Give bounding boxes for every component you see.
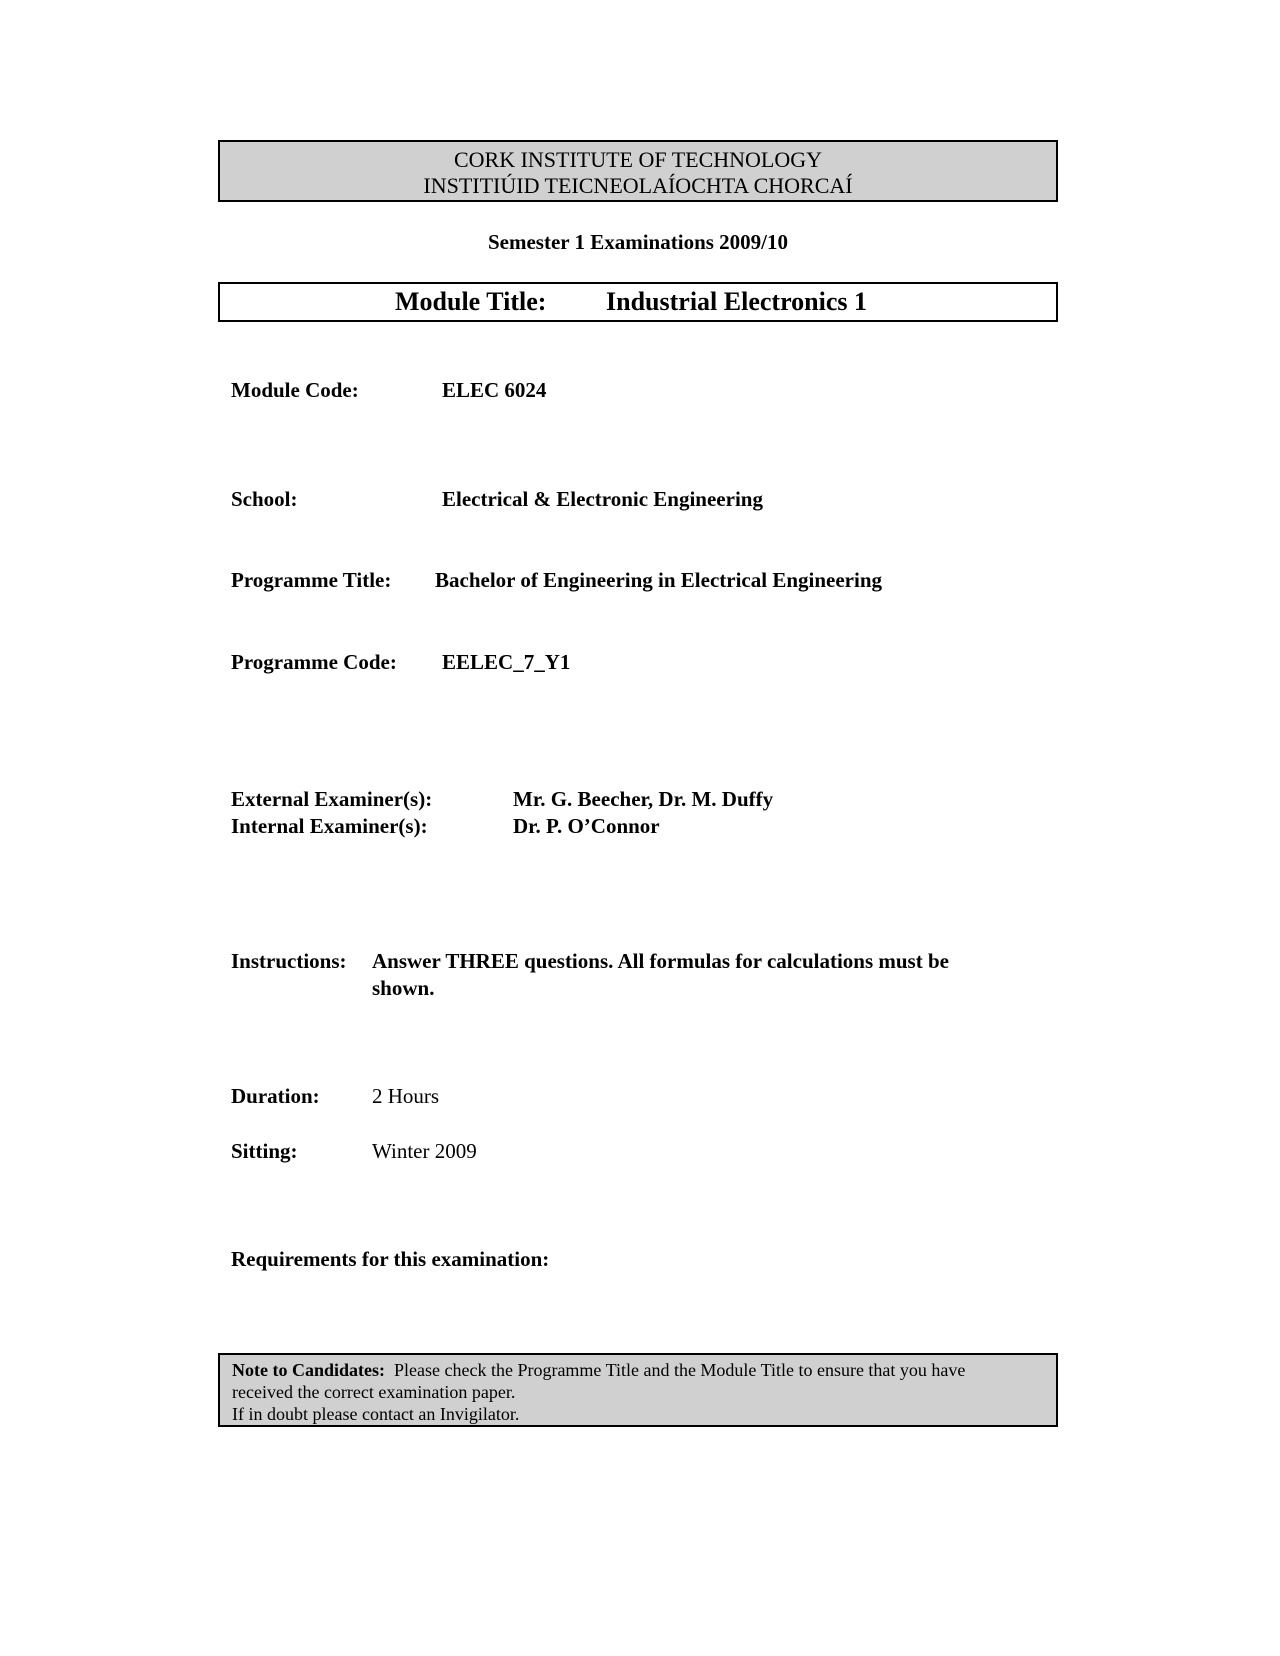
instructions-line-2: shown.	[372, 976, 435, 1000]
note-line-2: received the correct examination paper.	[232, 1382, 516, 1402]
note-to-candidates-box	[218, 1353, 1058, 1427]
requirements-label: Requirements for this examination:	[231, 1247, 550, 1271]
internal-examiners-label: Internal Examiner(s):	[231, 814, 428, 838]
programme-code-label: Programme Code:	[231, 650, 397, 674]
sitting-label: Sitting:	[231, 1139, 298, 1163]
note-text-1: Please check the Programme Title and the Module Title to ensure that you have	[394, 1360, 966, 1380]
institution-name-irish: INSTITIÚID TEICNEOLAÍOCHTA CHORCAÍ	[423, 173, 853, 198]
module-title-box	[218, 282, 1058, 322]
programme-code-value: EELEC_7_Y1	[442, 650, 571, 674]
school-label: School:	[231, 487, 298, 511]
duration-value: 2 Hours	[372, 1084, 440, 1108]
instructions-line-1: Answer THREE questions. All formulas for calculations must be	[372, 949, 949, 973]
external-examiners-value: Mr. G. Beecher, Dr. M. Duffy	[513, 787, 774, 811]
duration-label: Duration:	[231, 1084, 320, 1108]
internal-examiners-value: Dr. P. O’Connor	[513, 814, 660, 838]
note-label: Note to Candidates:	[232, 1360, 385, 1380]
semester-heading: Semester 1 Examinations 2009/10	[487, 230, 789, 254]
module-title-value: Industrial Electronics 1	[606, 287, 867, 316]
module-code-label: Module Code:	[231, 378, 359, 402]
instructions-label: Instructions:	[231, 949, 347, 973]
module-code-value: ELEC 6024	[442, 378, 547, 402]
programme-title-label: Programme Title:	[231, 568, 392, 592]
sitting-value: Winter 2009	[372, 1139, 477, 1163]
programme-title-value: Bachelor of Engineering in Electrical Engineering	[435, 568, 882, 592]
note-line-3: If in doubt please contact an Invigilator.	[232, 1404, 520, 1424]
institution-name-english: CORK INSTITUTE OF TECHNOLOGY	[453, 147, 823, 172]
module-title-label: Module Title:	[395, 287, 547, 316]
institution-header	[218, 140, 1058, 202]
external-examiners-label: External Examiner(s):	[231, 787, 433, 811]
note-line-1	[232, 1359, 1056, 1381]
school-value: Electrical & Electronic Engineering	[442, 487, 763, 511]
